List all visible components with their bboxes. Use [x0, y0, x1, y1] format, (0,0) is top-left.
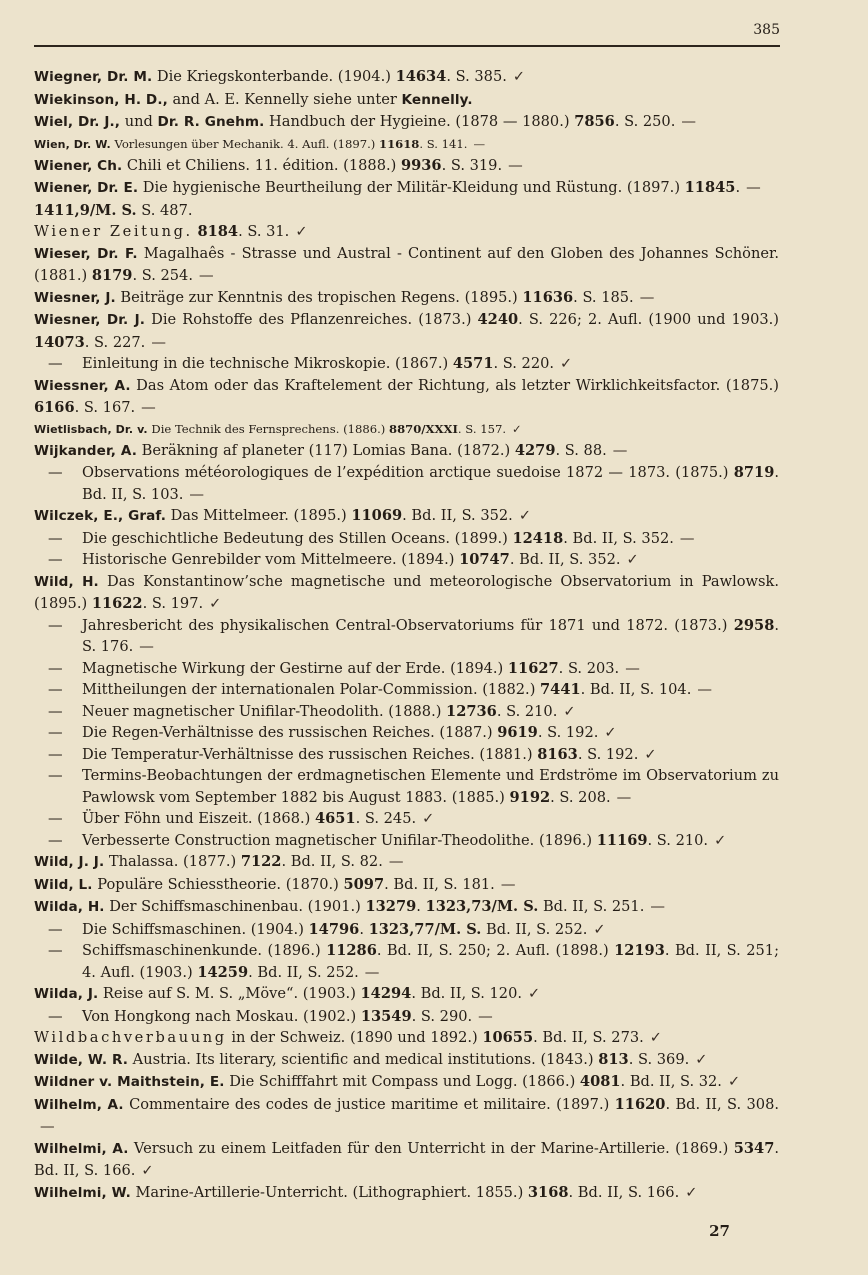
- entry-title: Thalassa. (1877.): [104, 853, 241, 870]
- entry-author: Wien, Dr. W.: [34, 137, 111, 151]
- entry-catalog-number: 9619: [497, 724, 538, 741]
- entry-check-mark: —: [40, 1118, 55, 1135]
- index-entry: [34, 1049, 779, 1072]
- index-entry: [34, 134, 779, 155]
- entry-check-mark: —: [616, 788, 632, 806]
- entry-title: Beiträge zur Kenntnis des tropischen Regens. (1895.): [115, 288, 523, 306]
- entry-catalog-number-2: 1323,77/M. S.: [368, 920, 482, 938]
- entry-author: Wilda, H.: [34, 899, 105, 915]
- index-entry: [34, 765, 779, 808]
- entry-catalog-number: 13279: [365, 898, 417, 915]
- entry-location: . S. 192.: [537, 724, 599, 741]
- entry-title: Der Schiffsmaschinenbau. (1901.): [104, 898, 366, 915]
- entry-check-mark: —: [364, 963, 380, 981]
- entry-location: . S. 250.: [614, 113, 676, 130]
- entry-check-mark: —: [139, 638, 154, 655]
- entry-title: Observations météorologiques de l’expédition arctique suedoise 1872 — 1873. (1875.): [82, 464, 734, 481]
- entry-check-mark: ✓: [644, 745, 657, 763]
- entry-location: . S. 176.: [82, 616, 779, 655]
- entry-title: Die Schiffsmaschinen. (1904.): [82, 920, 309, 938]
- entry-author: Wild, J. J.: [34, 854, 105, 870]
- entry-catalog-number: 6166: [34, 399, 75, 416]
- entry-location-3: . Bd. II, S. 252.: [248, 963, 359, 981]
- entry-author: Wilhelm, A.: [34, 1096, 124, 1113]
- entry-catalog-number: 8179: [91, 267, 133, 284]
- entry-author: Wiesner, Dr. J.: [34, 312, 146, 328]
- entry-title: Neuer magnetischer Unifilar-Theodolith. (1888.): [82, 702, 447, 720]
- entry-check-mark: ✓: [604, 724, 617, 741]
- entry-location: . Bd. II, S. 250; 2. Aufl. (1898.): [376, 942, 615, 959]
- index-entry: [34, 1006, 779, 1028]
- entry-location: . S. 210.: [647, 831, 709, 849]
- continuation-dash: —: [48, 464, 63, 481]
- entry-catalog-number-2: 12193: [614, 942, 665, 959]
- entry-title: Die Schifffahrt mit Compass und Logg. (1866.): [224, 1073, 580, 1090]
- entry-catalog-number: 7856: [574, 113, 615, 130]
- entry-location: .: [359, 920, 369, 938]
- entry-check-mark: ✓: [593, 920, 606, 938]
- entry-author: Wilde, W. R.: [34, 1051, 129, 1068]
- index-entry: [34, 375, 779, 419]
- entry-title: Einleitung in die technische Mikroskopie. (1867.): [82, 355, 453, 372]
- index-entry: [34, 243, 779, 287]
- index-entry: [34, 353, 779, 375]
- entry-title: Die Technik des Fernsprechens. (1886.): [147, 421, 389, 436]
- entry-location: . Bd. II, S. 273.: [533, 1029, 644, 1046]
- entry-catalog-number: 12736: [446, 702, 497, 720]
- entry-location-2: . Bd. II, S. 251; 4. Aufl. (1903.): [82, 942, 779, 981]
- entry-location: . Bd. II, S. 181.: [384, 875, 495, 893]
- entry-title: Populäre Schiesstheorie. (1870.): [92, 875, 344, 893]
- index-entry: [34, 851, 779, 874]
- index-entry: [34, 679, 779, 701]
- entry-author: Wild, L.: [34, 876, 93, 893]
- entry-location: . Bd. II, S. 352.: [509, 551, 621, 568]
- entry-location-2: . S. 227.: [84, 333, 146, 351]
- entry-catalog-number: 11169: [596, 831, 648, 849]
- entry-catalog-number-3: 14259: [197, 963, 249, 981]
- entry-catalog-number: 3168: [527, 1183, 569, 1201]
- entry-location: . Bd. II, S. 104.: [580, 681, 692, 698]
- index-entry: [34, 462, 779, 505]
- continuation-dash: —: [48, 659, 63, 677]
- entry-location: . Bd. II, S. 352.: [563, 529, 674, 547]
- entry-location-2: S. 487.: [136, 201, 193, 219]
- entry-location: . S. 220.: [493, 355, 555, 372]
- entry-catalog-number: 11845: [684, 179, 736, 196]
- index-entry: [34, 177, 779, 221]
- entry-check-mark: —: [625, 659, 640, 677]
- continuation-dash: —: [48, 745, 63, 763]
- entry-location: . S. 197.: [142, 595, 204, 612]
- index-entry: [34, 505, 779, 528]
- entry-title: Mittheilungen der internationalen Polar-Commission. (1882.): [82, 681, 541, 698]
- continuation-dash: —: [48, 355, 63, 372]
- entry-title: Schiffsmaschinenkunde. (1896.): [82, 942, 327, 959]
- entry-check-mark: —: [141, 399, 156, 416]
- entry-location: . S. 167.: [74, 399, 136, 416]
- entry-author: Wieser, Dr. F.: [34, 245, 138, 262]
- index-entry: [34, 549, 779, 571]
- entry-title: Magalhaês - Strasse und Austral - Continent auf den Globen des Johannes Schöner. (1881.): [34, 244, 779, 284]
- index-entry: [34, 1138, 779, 1182]
- entry-title: Das Atom oder das Kraftelement der Richtung, als letzter Wirklichkeitsfactor. (1875.): [130, 376, 779, 394]
- entry-location: . S. 369.: [628, 1050, 690, 1068]
- continuation-dash: —: [48, 681, 63, 698]
- entry-author: Wilczek, E., Graf.: [34, 508, 166, 524]
- entry-author: Wiessner, A.: [34, 377, 131, 394]
- entry-title: Das Mittelmeer. (1895.): [165, 507, 352, 524]
- entry-title: Von Hongkong nach Moskau. (1902.): [82, 1007, 361, 1025]
- entry-check-mark: —: [650, 898, 665, 915]
- entry-title: Vorlesungen über Mechanik. 4. Aufl. (1897.): [110, 136, 379, 151]
- entry-check-mark: ✓: [528, 985, 541, 1002]
- entry-catalog-number: 8184: [197, 223, 239, 240]
- entry-title: Austria. Its literary, scientific and medical institutions. (1843.): [128, 1050, 599, 1068]
- entry-catalog-number: 13549: [360, 1007, 412, 1025]
- entry-check-mark: —: [681, 113, 696, 130]
- continuation-dash: —: [48, 920, 63, 938]
- entry-check-mark: —: [198, 267, 214, 284]
- entry-check-mark: ✓: [695, 1050, 708, 1068]
- entry-check-mark: ✓: [560, 355, 573, 372]
- entry-title: in der Schweiz. (1890 und 1892.): [226, 1029, 483, 1046]
- entry-author: Wiekinson, H. D.,: [34, 91, 168, 108]
- entry-check-mark: ✓: [512, 68, 526, 85]
- entry-title: Marine-Artillerie-Unterricht. (Lithographiert. 1855.): [130, 1183, 528, 1201]
- entry-check-mark: ✓: [422, 810, 435, 827]
- index-entry: [34, 1094, 779, 1138]
- entry-title: Termins-Beobachtungen der erdmagnetischen Elemente und Erdströme im Observatorium zu Pawlowsk vom September 1882 bis August 1883. (1885.): [82, 767, 779, 806]
- continuation-dash: —: [48, 810, 63, 827]
- entry-check-mark: ✓: [141, 1162, 154, 1179]
- index-entry: [34, 287, 779, 310]
- entry-location: . S. 88.: [555, 441, 607, 459]
- entry-author: Wiener, Dr. E.: [34, 180, 139, 196]
- signature-number: 27: [709, 1222, 730, 1240]
- entry-coauthor: Dr. R. Gnehm.: [157, 114, 265, 130]
- entry-title: Die Temperatur-Verhältnisse des russischen Reiches. (1881.): [82, 745, 538, 763]
- entry-check-mark: ✓: [295, 223, 308, 240]
- index-entry: [34, 874, 779, 897]
- entry-check-mark: —: [697, 681, 712, 698]
- entry-location-2: Bd. II, S. 251.: [538, 898, 645, 915]
- entry-location: . S. 208.: [550, 788, 611, 806]
- index-entry: [34, 808, 779, 830]
- entry-title: Die Kriegskonterbande. (1904.): [152, 68, 396, 85]
- entry-shelf-number: 1411,9/M. S.: [34, 201, 137, 219]
- entry-title: Chili et Chiliens. 11. édition. (1888.): [122, 156, 401, 174]
- entry-author: Wiel, Dr. J.,: [34, 114, 121, 130]
- entry-catalog-number: 14634: [395, 68, 447, 85]
- entry-check-mark: —: [478, 1007, 493, 1025]
- index-entry: [34, 1182, 779, 1205]
- entry-location: . Bd. II, S. 120.: [411, 985, 522, 1002]
- entry-catalog-number: 4571: [452, 355, 494, 372]
- entry-catalog-number: 4081: [579, 1073, 621, 1090]
- continuation-dash: —: [48, 1007, 63, 1025]
- entry-catalog-number-2: 1323,73/M. S.: [425, 898, 539, 915]
- entry-catalog-number: 2958: [733, 616, 775, 634]
- entry-location: . Bd. II, S. 166.: [34, 1139, 779, 1179]
- entry-catalog-number: 9936: [400, 156, 442, 174]
- entry-check-mark: ✓: [727, 1073, 741, 1090]
- entry-author: Wilda, J.: [34, 986, 99, 1002]
- index-entries: [34, 66, 779, 1204]
- entry-location: . S. 290.: [411, 1007, 473, 1025]
- entry-location: . S. 210.: [496, 702, 558, 720]
- entry-title: Reise auf S. M. S. „Möve“. (1903.): [98, 985, 361, 1002]
- entry-title-cont: Handbuch der Hygieine. (1878 — 1880.): [264, 113, 575, 130]
- entry-title: Commentaire des codes de justice maritime et militaire. (1897.): [123, 1095, 615, 1113]
- entry-location: . S. 157.: [457, 421, 507, 436]
- entry-check-mark: —: [500, 875, 516, 893]
- entry-title: Das Konstantinow’sche magnetische und meteorologische Observatorium in Pawlowsk. (1895.): [34, 572, 779, 612]
- entry-location-2: Bd. II, S. 252.: [481, 920, 588, 938]
- continuation-dash: —: [48, 942, 63, 959]
- index-entry: [34, 744, 779, 766]
- entry-author: Wijkander, A.: [34, 442, 137, 459]
- entry-title: Magnetische Wirkung der Gestirne auf der Erde. (1894.): [82, 659, 508, 677]
- entry-title: Die Rohstoffe des Pflanzenreiches. (1873.): [145, 311, 478, 328]
- entry-catalog-number: 8163: [537, 745, 578, 763]
- entry-check-mark: —: [612, 441, 628, 459]
- entry-catalog-number: 11620: [614, 1095, 666, 1113]
- entry-catalog-number: 12418: [512, 529, 564, 547]
- entry-location: . S. 245.: [355, 810, 417, 827]
- entry-location: . S. 254.: [132, 267, 193, 284]
- index-entry: [34, 701, 779, 723]
- entry-catalog-number: 14294: [360, 985, 412, 1002]
- entry-catalog-number: 4240: [477, 311, 519, 328]
- entry-check-mark: —: [508, 156, 523, 174]
- entry-catalog-number-2: 14073: [34, 333, 85, 351]
- entry-location: . Bd. II, S. 352.: [402, 507, 513, 524]
- entry-location: . S. 385.: [446, 68, 507, 85]
- entry-check-mark: ✓: [518, 507, 532, 524]
- entry-check-mark: —: [473, 136, 486, 151]
- entry-title: und: [120, 113, 158, 130]
- index-entry: [34, 830, 779, 852]
- index-entry: [34, 528, 779, 550]
- index-entry: [34, 1027, 779, 1049]
- index-entry: [34, 440, 779, 463]
- header-rule: [34, 45, 780, 47]
- index-entry: [34, 983, 779, 1006]
- entry-check-mark: ✓: [512, 421, 522, 436]
- entry-catalog-number: 9192: [509, 788, 551, 806]
- entry-catalog-number: 7122: [240, 853, 282, 870]
- entry-catalog-number: 10747: [459, 551, 510, 568]
- continuation-dash: —: [48, 702, 63, 720]
- entry-location: .: [735, 179, 741, 196]
- entry-catalog-number: 813: [598, 1050, 629, 1068]
- entry-catalog-number: 7441: [540, 681, 581, 698]
- entry-title: Die hygienische Beurtheilung der Militär-Kleidung und Rüstung. (1897.): [138, 179, 685, 196]
- entry-catalog-number: 11069: [351, 507, 403, 524]
- entry-check-mark: ✓: [649, 1029, 663, 1046]
- entry-title: Versuch zu einem Leitfaden für den Unterricht in der Marine-Artillerie. (1869.): [128, 1139, 734, 1157]
- entry-author: Wiesner, J.: [34, 289, 116, 306]
- entry-check-mark: —: [151, 333, 166, 351]
- continuation-dash: —: [48, 529, 63, 547]
- entry-check-mark: ✓: [209, 595, 222, 612]
- entry-author: Wildner v. Maithstein, E.: [34, 1074, 225, 1090]
- continuation-dash: —: [48, 767, 63, 784]
- entry-location: . Bd. II, S. 166.: [568, 1183, 680, 1201]
- entry-check-mark: —: [388, 853, 404, 870]
- entry-title: Die Regen-Verhältnisse des russischen Reiches. (1887.): [82, 724, 498, 741]
- index-entry: [34, 658, 779, 680]
- entry-check-mark: ✓: [714, 831, 727, 849]
- entry-title: and A. E. Kennelly siehe unter: [167, 90, 402, 108]
- entry-catalog-number: 8719: [733, 464, 775, 481]
- entry-catalog-number: 11627: [507, 659, 559, 677]
- entry-location: . S. 185.: [573, 288, 634, 306]
- entry-catalog-number: 14796: [308, 920, 360, 938]
- index-entry: [34, 1071, 779, 1094]
- index-entry: [34, 309, 779, 353]
- entry-author: Wiegner, Dr. M.: [34, 69, 153, 85]
- entry-catalog-number: 4279: [514, 441, 556, 459]
- entry-check-mark: —: [746, 179, 761, 196]
- entry-location: . S. 203.: [558, 659, 620, 677]
- entry-check-mark: ✓: [563, 702, 576, 720]
- index-entry: [34, 111, 779, 134]
- entry-author: Wietlisbach, Dr. v.: [34, 422, 148, 436]
- entry-reference: Kennelly.: [401, 91, 473, 108]
- index-entry: [34, 89, 779, 112]
- entry-check-mark: —: [679, 529, 695, 547]
- entry-title: Beräkning af planeter (117) Lomias Bana. (1872.): [137, 441, 515, 459]
- index-entry: [34, 419, 779, 440]
- page-number: 385: [753, 22, 780, 38]
- entry-title: Verbesserte Construction magnetischer Unifilar-Theodolithe. (1896.): [82, 831, 597, 849]
- entry-check-mark: —: [189, 485, 204, 503]
- entry-catalog-number: 8870/XXXI: [389, 421, 458, 436]
- entry-title: Historische Genrebilder vom Mittelmeere. (1894.): [82, 551, 460, 568]
- index-entry: [34, 155, 779, 178]
- entry-catalog-number: 4651: [314, 810, 356, 827]
- entry-location: . Bd. II, S. 32.: [620, 1073, 722, 1090]
- continuation-dash: —: [48, 724, 63, 741]
- index-entry: [34, 722, 779, 744]
- index-entry: [34, 571, 779, 615]
- entry-catalog-number: 5097: [343, 875, 385, 893]
- entry-author: Wilhelmi, A.: [34, 1140, 129, 1157]
- index-entry: [34, 919, 779, 941]
- entry-location: .: [416, 898, 426, 915]
- index-entry: [34, 66, 779, 89]
- entry-spaced-title: Wildbachverbauung: [34, 1029, 227, 1046]
- entry-check-mark: ✓: [626, 551, 639, 568]
- entry-location: . Bd. II, S. 82.: [281, 853, 383, 870]
- entry-location: . S. 319.: [441, 156, 503, 174]
- entry-catalog-number: 11618: [379, 136, 420, 151]
- entry-location: . Bd. II, S. 103.: [82, 464, 779, 503]
- entry-title: Über Föhn und Eiszeit. (1868.): [82, 810, 315, 827]
- entry-location: . S. 141.: [419, 136, 468, 151]
- entry-catalog-number: 10655: [482, 1029, 534, 1046]
- index-entry: [34, 615, 779, 658]
- entry-title: Jahresbericht des physikalischen Central-Observatoriums für 1871 und 1872. (1873.): [82, 616, 734, 634]
- index-entry: [34, 896, 779, 919]
- index-entry: [34, 940, 779, 983]
- entry-author: Wild, H.: [34, 573, 99, 590]
- continuation-dash: —: [48, 616, 63, 634]
- entry-check-mark: —: [639, 288, 655, 306]
- continuation-dash: —: [48, 831, 63, 849]
- entry-spaced-title: Wiener Zeitung.: [34, 223, 193, 240]
- entry-location: . S. 31.: [238, 223, 290, 240]
- entry-catalog-number: 11636: [522, 288, 574, 306]
- entry-title: Die geschichtliche Bedeutung des Stillen Oceans. (1899.): [82, 529, 513, 547]
- entry-author: Wiener, Ch.: [34, 157, 123, 174]
- continuation-dash: —: [48, 551, 63, 568]
- entry-author: Wilhelmi, W.: [34, 1184, 131, 1201]
- entry-catalog-number: 11286: [326, 942, 377, 959]
- entry-check-mark: ✓: [685, 1183, 698, 1201]
- index-entry: [34, 221, 779, 243]
- entry-location: . S. 192.: [577, 745, 639, 763]
- entry-location: . S. 226; 2. Aufl. (1900 und 1903.): [518, 311, 779, 328]
- entry-catalog-number: 5347: [733, 1139, 775, 1157]
- entry-location: . Bd. II, S. 308.: [665, 1095, 780, 1113]
- entry-catalog-number: 11622: [91, 595, 143, 612]
